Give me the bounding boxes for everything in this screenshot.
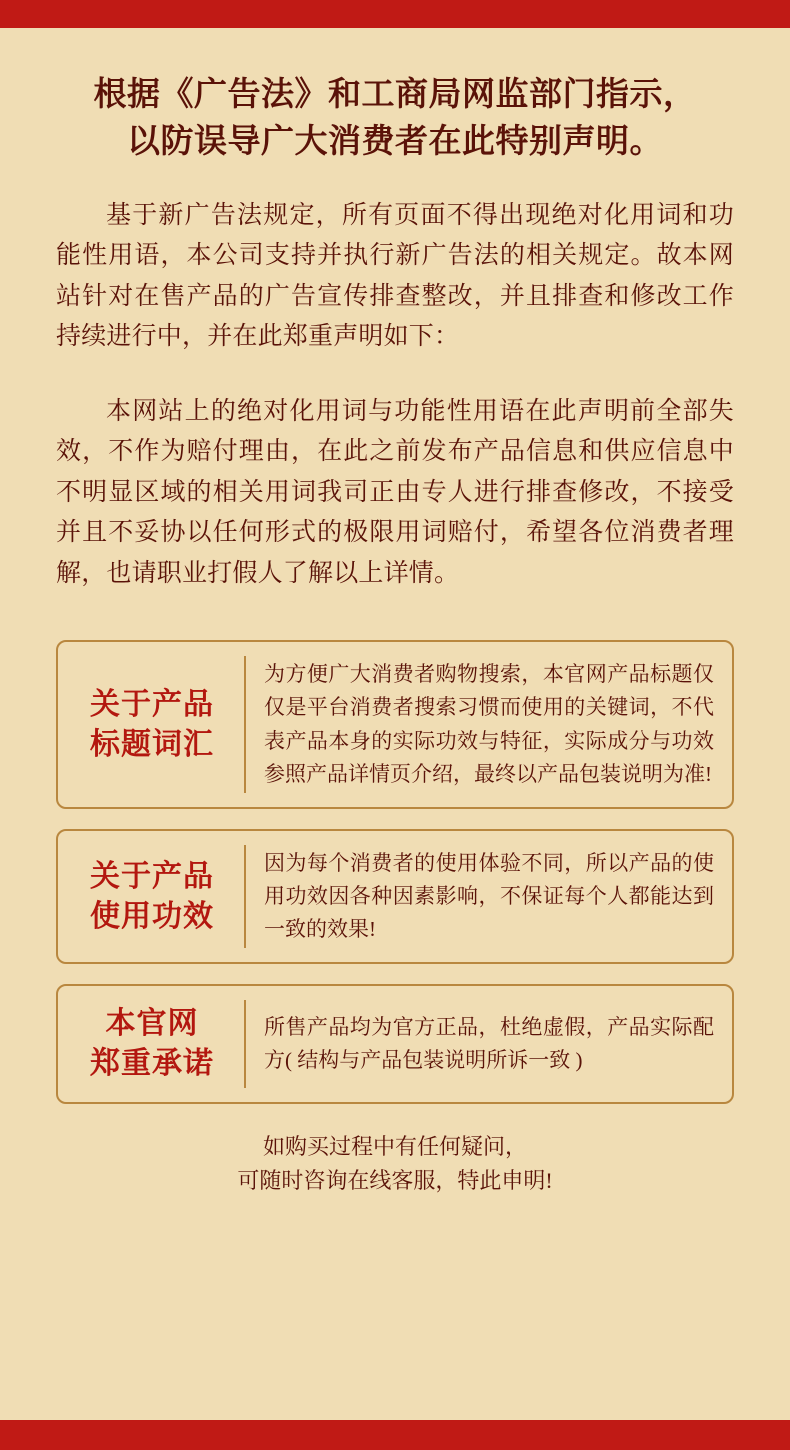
card-title-3-line-1: 本官网 <box>105 1007 199 1041</box>
card-product-efficacy <box>56 829 734 965</box>
headline-line-1: 根据《广告法》和工商局网监部门指示， <box>93 77 697 113</box>
statement-panel <box>0 28 790 1420</box>
footer-line-1: 如购买过程中有任何疑问， <box>262 1133 527 1159</box>
card-body-3: 所售产品均为官方正品，杜绝虚假，产品实际配方( 结构与产品包装说明所诉一致 ) <box>264 1014 714 1073</box>
footer-note <box>56 1130 734 1198</box>
card-title-3-line-2: 郑重承诺 <box>90 1047 214 1081</box>
footer-line-2: 可随时咨询在线客服，特此申明! <box>237 1167 553 1193</box>
card-body-2: 因为每个消费者的使用体验不同，所以产品的使用功效因各种因素影响，不保证每个人都能达到一致的效果! <box>264 850 714 942</box>
card-official-promise <box>56 984 734 1103</box>
paragraph-2: 本网站上的绝对化用词与功能性用语在此声明前全部失效，不作为赔付理由，在此之前发布产品信息和供应信息中不明显区域的相关用词我司正由专人进行排查修改，不接受并且不妥协以任何形式的极限用词赔付，希望各位消费者理解，也请职业打假人了解以上详情。 <box>56 397 734 587</box>
card-title-2-line-1: 关于产品 <box>90 860 214 894</box>
card-title-2 <box>68 845 246 949</box>
card-product-title-terms <box>56 640 734 809</box>
paragraph-1: 基于新广告法规定，所有页面不得出现绝对化用词和功能性用语，本公司支持并执行新广告法的相关规定。故本网站针对在售产品的广告宣传排查整改，并且排查和修改工作持续进行中，并在此郑重声明如下： <box>56 201 734 351</box>
card-body-1: 为方便广大消费者购物搜索，本官网产品标题仅仅是平台消费者搜索习惯而使用的关键词，不代表产品本身的实际功效与特征，实际成分与功效参照产品详情页介绍，最终以产品包装说明为准! <box>264 662 714 786</box>
card-title-2-line-2: 使用功效 <box>90 899 214 933</box>
page-title <box>56 72 734 166</box>
card-title-1 <box>68 656 246 793</box>
statement-cards <box>56 640 734 1103</box>
card-title-1-line-2: 标题词汇 <box>90 727 214 761</box>
card-title-3 <box>68 1000 246 1087</box>
card-title-1-line-1: 关于产品 <box>90 687 214 721</box>
headline-line-2: 以防误导广大消费者在此特别声明。 <box>127 123 663 160</box>
